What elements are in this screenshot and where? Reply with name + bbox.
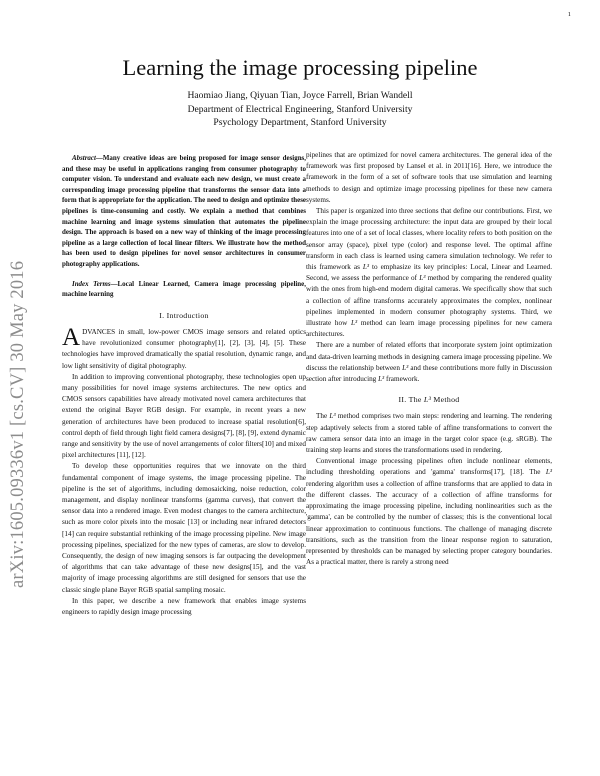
text-run: method comprises two main steps: rendering and learning. The rendering step adaptively selects from a stored table of affine transformations to convert the raw camera sensor data into an image in the target color space (e.g. sRGB). The training step learns and stores the transformations used in rendering. [306,412,552,455]
text-run: Conventional image processing pipelines often include nonlinear elements, including thresholding operations and 'gamma' transforms[17], [18]. The [306,457,552,477]
intro-paragraph-1-text: DVANCES in small, low-power CMOS image sensors and related optics have revolutionized consumer photography[1], [2], [3], [4], [5]. These technologies have improved dramatically the spatial resolution, dynamic range, and low light sensitivity of digital photography. [62,327,306,370]
l3-symbol: L³ [402,363,409,372]
intro-paragraph-1 [62,323,306,372]
text-run: and these contributions more fully in Discussion section after introducing [306,363,552,384]
author-names: Haomiao Jiang, Qiyuan Tian, Joyce Farrell, Brian Wandell [187,90,413,101]
intro-paragraph-4: In this paper, we describe a new framework that enables image systems engineers to rapidly design image processing [62,596,306,616]
arxiv-identifier: arXiv:1605.09336v1 [cs.CV] 30 May 2016 [8,260,28,588]
abstract [62,153,306,270]
l3-symbol: L³ [419,274,426,283]
right-paragraph-2 [306,206,552,340]
l3-symbol: L³ [545,468,552,477]
intro-paragraph-3: To develop these opportunities requires that we innovate on the third fundamental component of image systems, the image processing pipeline. The pipeline is the set of algorithms, including demosaicking, noise reduction, color management, and display nonlinear transforms (gamma curves), that convert the sensor data into a rendered image. Even modest changes to the camera architecture, such as more color pixels into the mosaic [13] or including near infrared detectors [14] can require substantial rethinking of the image processing pipeline. New image processing pipelines, specialized for the new types of cameras, are slow to develop. Consequently, the design of new imaging sensors is far outpacing the development of algorithms that can take advantage of these new designs[15], and the vast majority of image processing algorithms are still designed for sensors that use the classic single plane Bayer RGB spatial sampling mosaic. [62,462,306,594]
text-run: This paper is organized into three sections that define our contributions. First, we explain the image processing architecture: the input data are grouped by their local features into one of a set of local classes, where locality refers to both position on the sensor array (space), pixel type (color) and response level. The optimal affine transform in each class is learned using camera simulation technology. We refer to this framework as [306,207,552,272]
l3-symbol: L³ [329,412,336,421]
section-heading-introduction: I. Introduction [159,310,209,320]
right-paragraph-1: pipelines that are optimized for novel camera architectures. The general idea of the framework was first proposed by Lansel et al. in 2011[16]. Here, we introduce the framework in the form of a set of software tools that use simulation and learning methods to design and optimize image processing pipelines for these new camera systems. [306,151,552,204]
text-run: The [316,412,330,421]
text-run: II. The [398,395,424,405]
right-paragraph-3 [306,340,552,385]
paper-title: Learning the image processing pipeline [122,55,478,80]
intro-paragraph-2: In addition to improving conventional photography, these technologies open up many possibilities for novel image systems architectures. The new optics and CMOS sensors capabilities have already motivated novel camera architectures that extend the original Bayer RGB design. For example, in recent years a new generation of architectures have been produced to increase spatial resolution[6], control depth of field through light field camera designs[7], [8], [9], extend dynamic range and sensitivity by the use of novel arrangements of color filters[10] and mixed pixel architectures [11], [12]. [62,372,306,460]
index-terms-label: Index Terms [72,279,111,288]
text-run: method can learn image processing pipelines for new camera architectures. [306,319,553,339]
text-run: framework. [384,375,420,384]
text-run: rendering algorithm uses a collection of affine transforms that are applied to data in the different classes. The accuracy of a collection of affine transforms for approximating the image processing pipeline, including nonlinearities such as the 'gamma', can be controlled by the number of classes; this is the conventional local linear approximation to continuous functions. The challenge of managing discrete transitions, such as the transition from the linear response region to saturation, represented by thresholds can be managed by selecting proper category boundaries. As a practical matter, there is rarely a strong need [306,479,552,567]
affiliation-psych: Psychology Department, Stanford University [213,117,387,128]
text-run: to emphasize its key principles: Local, Linear and Learned. Second, we assess the performance of [306,263,552,283]
author-block [0,89,600,130]
section-heading-method [306,394,552,405]
l3-symbol: L³ [378,375,385,384]
affiliation-ee: Department of Electrical Engineering, Stanford University [187,103,413,115]
text-run: There are a number of related efforts that incorporate system joint optimization and data-driven learning methods in designing camera image processing pipeline. We discuss the relationship between [306,341,552,372]
left-column [62,153,306,618]
index-terms-text: —Local Linear Learned, Camera image processing pipeline, machine learning [62,279,306,299]
abstract-label: Abstract [72,154,96,162]
method-paragraph-2 [306,456,552,568]
text-run: Method [431,395,460,405]
drop-cap: A [62,323,81,351]
abstract-text: —Many creative ideas are being proposed for image sensor designs, and these may be useful in applications ranging from consumer photography to computer vision. To understand and evaluate each new design, we must create a corresponding image processing pipeline that transforms the sensor data into a form that is appropriate for the application. The need to design and optimize these pipelines is time-consuming and costly. We explain a method that combines machine learning and image systems simulation that automates the pipeline design. The approach is based on a new way of thinking of the image processing pipeline as a large collection of local linear filters. We illustrate how the method has been used to design pipelines for novel sensor architectures in consumer photography applications. [62,154,306,268]
index-terms [62,279,306,300]
right-column [306,150,552,568]
method-paragraph-1 [306,411,552,456]
l3-symbol: L³ [423,395,432,405]
text-run: method by comparing the rendered quality with the ones from high-end modern digital cameras. We specifically show that such a collection of affine transforms accurately approximates the complex, nonlinear pipelines implemented in modern consumer photography systems. Third, we illustrate how [306,274,552,328]
l3-symbol: L³ [362,263,370,272]
page-number: 1 [567,11,571,18]
l3-symbol: L³ [351,319,358,328]
